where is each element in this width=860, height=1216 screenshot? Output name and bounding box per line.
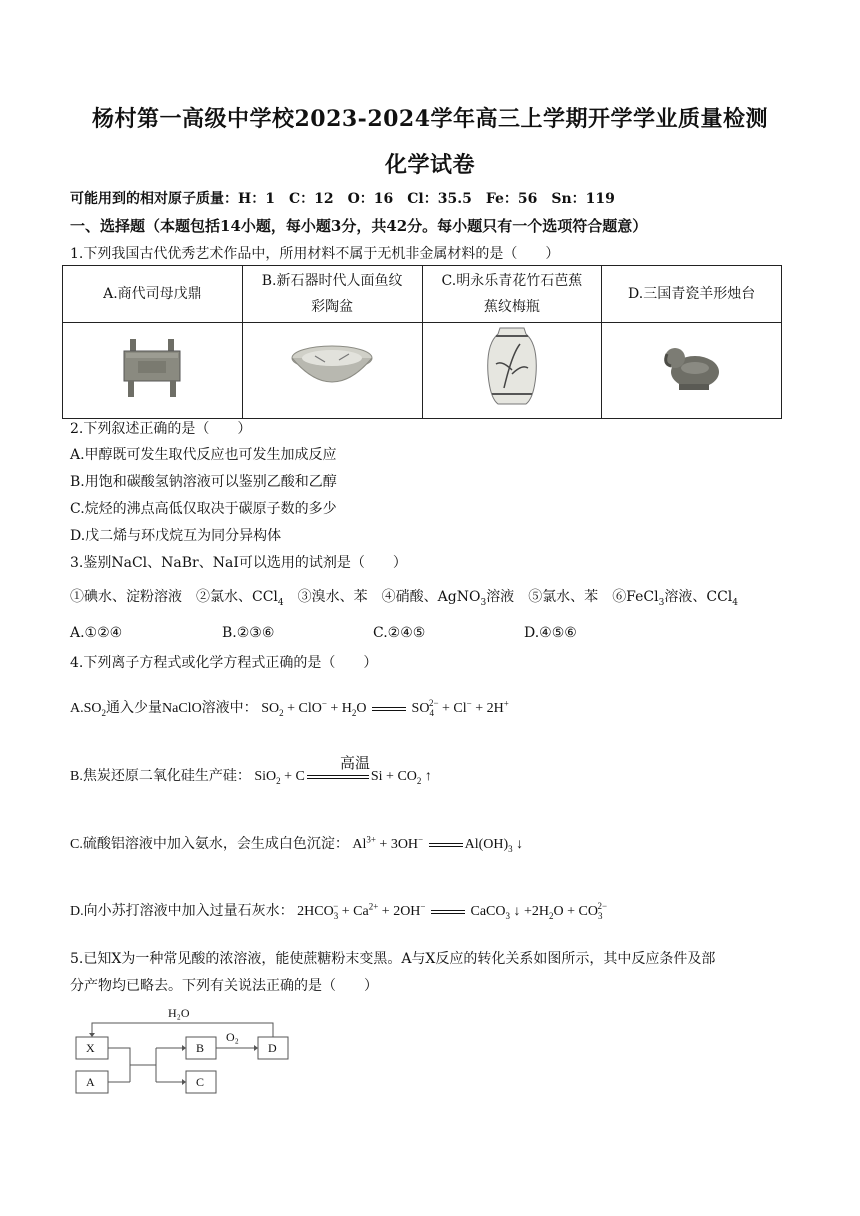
node-b-label: B: [196, 1041, 205, 1055]
q1-option-d: D.三国青瓷羊形烛台: [602, 266, 782, 323]
node-x-label: X: [86, 1041, 95, 1055]
edge-o2-label: O₂: [226, 1030, 239, 1044]
edge-h2o-label: H₂O: [168, 1006, 190, 1020]
q3-option-a: A.①②④: [70, 625, 123, 641]
node-d-label: D: [268, 1041, 277, 1055]
node-c-label: C: [196, 1075, 205, 1089]
q3-stem: 3.鉴别NaCl、NaBr、NaI可以选用的试剂是（ ）: [70, 555, 407, 571]
blue-white-vase-image: [422, 323, 602, 419]
q2-option-d: D.戊二烯与环戊烷互为同分异构体: [70, 528, 282, 544]
section-header: 一、选择题（本题包括14小题，每小题3分，共42分。每小题只有一个选项符合题意）: [70, 217, 648, 235]
q3-option-d: D.④⑤⑥: [524, 625, 577, 641]
q1-stem: 1.下列我国古代优秀艺术作品中，所用材料不属于无机非金属材料的是（ ）: [70, 246, 560, 262]
q3-option-c: C.②④⑤: [373, 625, 426, 641]
q2-option-b: B.用饱和碳酸氢钠溶液可以鉴别乙酸和乙醇: [70, 474, 337, 490]
q4-b-condition: 高温: [340, 756, 371, 772]
q4-option-d: D.向小苏打溶液中加入过量石灰水： $2HCO_3^- + Ca^{2+} + 2OH^-$ CaCO$_3$ ↓ $+2H_2O + CO_3^{2-}$: [70, 901, 608, 921]
q3-reagents: ①碘水、淀粉溶液 ②氯水、CCl$_4$ ③溴水、苯 ④硝酸、AgNO$_3$溶液 ⑤氯水、苯 ⑥FeCl$_3$溶液、CCl$_4$: [70, 589, 738, 608]
q4-option-b: B.焦炭还原二氧化硅生产硅： SiO$_2$ + C $Si + CO_2$ ↑: [70, 769, 432, 786]
exam-title: 杨村第一高级中学校2023-2024学年高三上学期开学学业质量检测: [91, 106, 769, 132]
q2-option-c: C.烷烃的沸点高低仅取决于碳原子数的多少: [70, 501, 337, 517]
q3-option-b: B.②③⑥: [222, 625, 275, 641]
exam-subtitle: 化学试卷: [384, 152, 475, 178]
q4-stem: 4.下列离子方程式或化学方程式正确的是（ ）: [70, 655, 378, 671]
q1-options-table: [62, 265, 782, 419]
celadon-sheep-image: [602, 323, 782, 419]
q4-option-c: C.硫酸铝溶液中加入氨水，会生成白色沉淀： $Al^{3+} + 3OH^-$ $Al(OH)_3$ ↓: [70, 834, 524, 854]
q5-flow-diagram: [70, 1005, 290, 1100]
q1-option-a: A.商代司母戊鼎: [63, 266, 243, 323]
q4-option-a: $A.SO_2$通入少量NaClO溶液中： $SO_2 + ClO^- + H_2O$ $SO_4^{2-} + Cl^- + 2H^+$: [70, 698, 509, 718]
bronze-ding-image: [63, 323, 243, 419]
pottery-basin-image: [242, 323, 422, 419]
q1-option-c: C.明永乐青花竹石芭蕉 蕉纹梅瓶: [422, 266, 602, 323]
atomic-masses: 可能用到的相对原子质量：H：1 C：12 O：16 Cl：35.5 Fe：56 Sn：119: [70, 191, 615, 207]
q5-stem-line2: 分产物均已略去。下列有关说法正确的是（ ）: [70, 978, 378, 994]
q1-option-b: B.新石器时代人面鱼纹 彩陶盆: [242, 266, 422, 323]
q2-stem: 2.下列叙述正确的是（ ）: [70, 421, 252, 437]
node-a-label: A: [86, 1075, 95, 1089]
q2-option-a: A.甲醇既可发生取代反应也可发生加成反应: [70, 447, 337, 463]
q5-stem-line1: 5.已知X为一种常见酸的浓溶液，能使蔗糖粉末变黑。A与X反应的转化关系如图所示，其中反应条件及部: [70, 951, 716, 967]
